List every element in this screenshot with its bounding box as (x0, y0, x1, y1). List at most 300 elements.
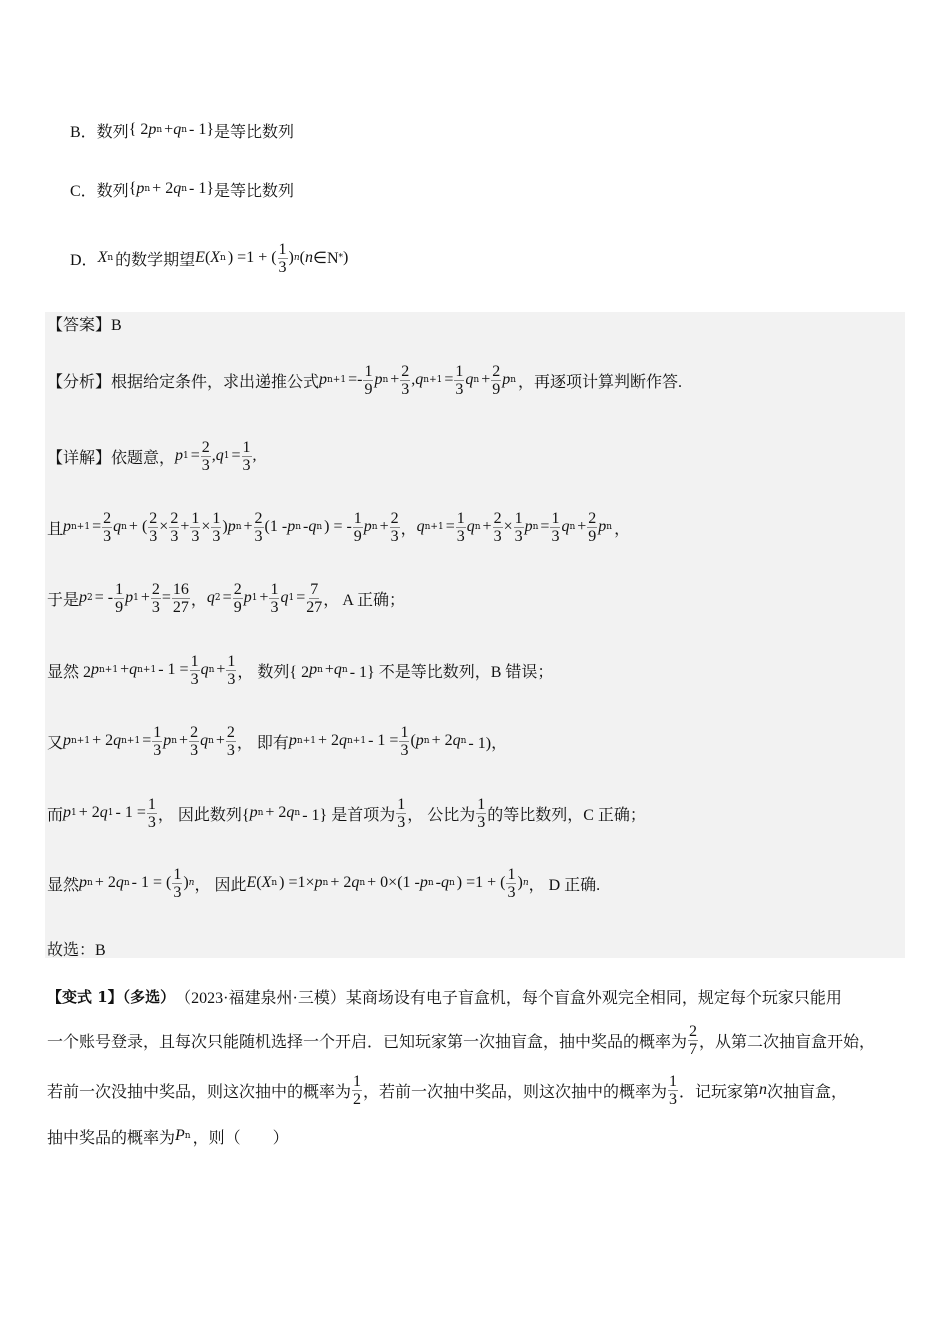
text-run: 显然 (47, 876, 80, 894)
fraction (306, 581, 322, 616)
solution-line (47, 863, 600, 903)
fraction (148, 510, 158, 545)
math-variable: q (286, 804, 295, 821)
text-run: ) (517, 874, 523, 891)
fraction-denominator: 3 (149, 527, 158, 545)
text-run: + 2 (78, 804, 100, 821)
math-variable: p (175, 447, 184, 464)
fraction-numerator: 2 (149, 509, 158, 527)
math-variable: q (465, 371, 474, 388)
math-variable: E (246, 874, 257, 891)
math-variable: E (195, 249, 205, 266)
fraction (668, 1073, 678, 1108)
subscript: n (532, 522, 539, 532)
fraction-denominator: 3 (170, 527, 179, 545)
fraction (396, 796, 406, 831)
subscript: n+1 (424, 522, 444, 532)
subscript: n (322, 878, 329, 888)
fraction-numerator: 1 (212, 509, 221, 527)
text-run: = (92, 518, 102, 535)
fraction-denominator: 9 (492, 380, 501, 398)
text-run: B．数列 (70, 123, 129, 141)
fraction-denominator: 3 (227, 670, 236, 688)
fraction-numerator: 1 (190, 652, 199, 670)
text-run: ) (222, 518, 228, 535)
solution-line (47, 303, 122, 343)
text-run: ，则（ ） (192, 1129, 289, 1147)
superscript: n (188, 878, 195, 888)
option-line (70, 238, 348, 278)
fraction-numerator: 1 (278, 240, 287, 258)
text-run: 【详解】依题意， (47, 449, 176, 467)
fraction (226, 724, 236, 759)
subscript: n (257, 808, 264, 818)
math-variable: p (243, 589, 252, 606)
text-run: ， 即有 (236, 734, 289, 752)
subscript: n (317, 665, 323, 675)
subscript: 1 (288, 593, 295, 603)
fraction-denominator: 3 (551, 527, 560, 545)
text-run: = (161, 589, 171, 606)
subscript: n (569, 522, 576, 532)
text-run: - 1)， (468, 734, 508, 752)
text-run: + 2 (330, 874, 352, 891)
math-variable: n (305, 249, 313, 266)
subscript: n (181, 125, 187, 135)
fraction (172, 581, 190, 616)
text-run: 的等比数列，C 正确； (487, 806, 646, 824)
text-run: D． (70, 251, 98, 269)
math-variable: p (91, 661, 100, 678)
subscript: n (316, 522, 323, 532)
math-variable: p (309, 661, 318, 678)
fraction (147, 796, 157, 831)
fraction (114, 581, 124, 616)
question-line (47, 976, 842, 1016)
subscript: n (208, 665, 215, 675)
math-variable: q (351, 874, 360, 891)
superscript: n (522, 878, 529, 888)
fraction-numerator: 1 (455, 362, 464, 380)
fraction-numerator: 7 (310, 580, 319, 598)
text-run: 显然 2 (47, 663, 92, 681)
subscript: n+1 (71, 736, 91, 746)
solution-line (47, 436, 257, 476)
fraction (233, 581, 243, 616)
text-run: - 1} (189, 180, 215, 197)
fraction (172, 866, 182, 901)
fraction-numerator: 1 (551, 509, 560, 527)
text-run: = (445, 518, 455, 535)
fraction (390, 510, 400, 545)
fraction-denominator: 3 (493, 527, 502, 545)
fraction (278, 241, 288, 276)
math-variable: q (115, 874, 124, 891)
fraction-numerator: 2 (588, 509, 597, 527)
text-run: + ( (128, 518, 148, 535)
fraction (476, 796, 486, 831)
subscript: n+1 (121, 736, 141, 746)
subscript: n+1 (137, 665, 157, 675)
text-run: ( (256, 874, 262, 891)
fraction (493, 510, 503, 545)
fraction-denominator: 3 (507, 883, 516, 901)
text-run: 于是 (47, 591, 80, 609)
fraction (169, 510, 179, 545)
fraction-numerator: 2 (689, 1022, 698, 1040)
text-run: ，从第二次抽盲盒开始， (699, 1033, 876, 1051)
fraction-denominator: 3 (201, 456, 210, 474)
subscript: n (359, 878, 366, 888)
fraction-denominator: 3 (254, 527, 263, 545)
fraction-numerator: 1 (353, 509, 362, 527)
math-variable: q (561, 518, 570, 535)
math-variable: q (173, 180, 182, 197)
subscript: 1 (107, 808, 114, 818)
text-run: 是等比数列 (214, 123, 295, 141)
fraction-numerator: 2 (170, 509, 179, 527)
text-run: - (435, 874, 441, 891)
math-variable: n (759, 1081, 768, 1098)
math-variable: q (466, 518, 475, 535)
text-run: { 2 (128, 121, 149, 138)
text-run: ，若前一次抽中奖品，则这次抽中的概率为 (363, 1083, 668, 1101)
text-run: - 1 = ( (131, 874, 172, 891)
fraction-denominator: 3 (226, 741, 235, 759)
text-run: ， (614, 520, 631, 538)
text-run: 若前一次没抽中奖品，则这次抽中的概率为 (47, 1083, 352, 1101)
fraction-numerator: 1 (353, 1072, 362, 1090)
math-variable: q (215, 447, 224, 464)
text-run: + (216, 661, 226, 678)
subscript: n (171, 736, 178, 746)
text-run: ，再逐项计算判断作答. (518, 373, 683, 391)
text-run: × (503, 518, 513, 535)
text-run: ．记玩家第 (679, 1083, 760, 1101)
fraction-denominator: 3 (190, 670, 199, 688)
math-variable: q (415, 371, 424, 388)
fraction-denominator: 3 (514, 527, 523, 545)
text-run: ) = - (324, 518, 352, 535)
text-run: + (140, 589, 150, 606)
superscript: n (293, 253, 300, 263)
text-run: ， A 正确； (323, 591, 406, 609)
text-run: + 2 (317, 732, 340, 749)
text-run: + (481, 371, 491, 388)
text-run: = (296, 589, 306, 606)
solution-line (47, 793, 646, 833)
fraction-denominator: 3 (153, 741, 162, 759)
solution-line (47, 721, 507, 761)
text-run: + (164, 121, 174, 138)
fraction-denominator: 3 (191, 527, 200, 545)
math-variable: p (288, 732, 297, 749)
text-run: ) (343, 249, 349, 266)
text-run: ( (204, 249, 211, 266)
fraction-numerator: 2 (190, 723, 199, 741)
subscript: n (184, 1131, 191, 1141)
fraction-numerator: 2 (201, 438, 210, 456)
subscript: n+1 (71, 522, 91, 532)
fraction (363, 363, 373, 398)
fraction-denominator: 27 (172, 598, 189, 616)
math-variable: p (524, 518, 533, 535)
fraction-numerator: 16 (172, 580, 189, 598)
solution-box (45, 312, 905, 958)
fraction-denominator: 9 (588, 527, 597, 545)
text-run: + (259, 589, 269, 606)
fraction-numerator: 1 (242, 438, 251, 456)
subscript: 2 (214, 593, 221, 603)
math-variable: p (419, 874, 428, 891)
text-run: - 1 = (115, 804, 146, 821)
fraction-denominator: 3 (400, 741, 409, 759)
fraction-numerator: 2 (390, 509, 399, 527)
solution-line (47, 650, 553, 690)
subscript: n (208, 736, 214, 746)
text-run: 抽中奖品的概率为 (47, 1129, 176, 1147)
fraction-numerator: 1 (270, 580, 279, 598)
text-run: = - (94, 589, 114, 606)
math-variable: X (210, 249, 221, 266)
fraction (550, 510, 560, 545)
fraction (190, 653, 200, 688)
subscript: n (427, 878, 434, 888)
fraction (352, 1073, 362, 1108)
math-variable: q (200, 732, 209, 749)
fraction-numerator: 1 (227, 652, 236, 670)
fraction (688, 1023, 698, 1058)
fraction-denominator: 3 (455, 380, 464, 398)
math-variable: q (99, 804, 108, 821)
text-run: C．数列 (70, 182, 129, 200)
subscript: n (156, 125, 163, 135)
fraction-denominator: 3 (270, 598, 279, 616)
subscript: n+1 (99, 665, 119, 675)
math-variable: p (125, 589, 134, 606)
subscript: n (606, 522, 613, 532)
subscript: n+1 (327, 375, 347, 385)
fraction (201, 439, 211, 474)
math-variable: p (319, 371, 328, 388)
fraction (454, 363, 464, 398)
text-run: + 2 (152, 180, 174, 197)
text-run: ， D 正确. (528, 876, 601, 894)
text-run: = (231, 447, 241, 464)
fraction-denominator: 9 (353, 527, 362, 545)
fraction-denominator: 3 (456, 527, 465, 545)
text-run: 又 (47, 734, 64, 752)
text-run: ， 因此 (194, 876, 247, 894)
fraction (456, 510, 466, 545)
math-variable: p (79, 874, 88, 891)
text-run: =- (348, 371, 363, 388)
subscript: n (473, 375, 480, 385)
fraction-numerator: 2 (103, 509, 112, 527)
fraction-denominator: 3 (397, 813, 406, 831)
fraction-denominator: 3 (147, 813, 156, 831)
text-run: ) =1 + ( (456, 874, 506, 891)
subscript: n (474, 522, 481, 532)
text-run: 是等比数列 (214, 182, 295, 200)
text-run: + (243, 518, 253, 535)
subscript: n (341, 665, 348, 675)
fraction-numerator: 1 (456, 509, 465, 527)
math-variable: p (249, 804, 258, 821)
math-variable: q (113, 732, 122, 749)
fraction-numerator: 1 (507, 865, 516, 883)
text-run: 一个账号登录，且每次只能随机选择一个开启．已知玩家第一次抽盲盒，抽中奖品的概率为 (47, 1033, 688, 1051)
text-run: ， (190, 591, 207, 609)
math-variable: p (502, 371, 511, 388)
text-run: + 2 (265, 804, 287, 821)
math-variable: p (287, 518, 296, 535)
fraction-numerator: 1 (153, 723, 162, 741)
label-bold: 【变式 1】（多选） (47, 987, 176, 1006)
subscript: n (510, 375, 517, 385)
subscript: n (448, 878, 455, 888)
fraction-numerator: 2 (233, 580, 242, 598)
fraction (152, 724, 162, 759)
fraction (190, 510, 200, 545)
math-variable: p (363, 518, 372, 535)
math-variable: p (598, 518, 607, 535)
fraction (399, 724, 409, 759)
text-run: + (179, 732, 189, 749)
fraction (353, 510, 363, 545)
fraction-denominator: 3 (173, 883, 182, 901)
solution-line (47, 507, 630, 547)
subscript: 1 (71, 808, 77, 818)
fraction-denominator: 3 (477, 813, 486, 831)
text-run: + (577, 518, 587, 535)
fraction (226, 653, 236, 688)
text-run: ， 因此数列{ (157, 806, 250, 824)
math-variable: q (206, 589, 215, 606)
subscript: n (271, 878, 278, 888)
text-run: 【答案】B (47, 316, 122, 334)
question-line (47, 1116, 289, 1156)
math-variable: p (163, 732, 172, 749)
subscript: 2 (87, 593, 93, 603)
text-run: + (390, 371, 400, 388)
math-variable: q (440, 874, 449, 891)
subscript: 1 (251, 593, 258, 603)
subscript: n+1 (347, 736, 367, 746)
fraction-denominator: 2 (353, 1090, 362, 1108)
fraction-numerator: 1 (669, 1072, 678, 1090)
text-run: 次抽盲盒， (767, 1083, 848, 1101)
text-run: = (444, 371, 454, 388)
subscript: n (220, 253, 226, 263)
text-run: ， (400, 520, 417, 538)
question-line (47, 1020, 875, 1060)
math-variable: q (113, 518, 122, 535)
fraction (506, 866, 516, 901)
subscript: n (294, 808, 301, 818)
subscript: 1 (223, 451, 230, 461)
fraction-denominator: 3 (103, 527, 112, 545)
fraction-numerator: 1 (364, 362, 373, 380)
text-run: （2023·福建泉州·三模）某商场设有电子盲盒机，每个盲盒外观完全相同，规定每个玩家只能用 (175, 989, 842, 1007)
subscript: 1 (133, 593, 139, 603)
subscript: n (235, 522, 242, 532)
fraction-numerator: 2 (254, 509, 263, 527)
math-variable: q (333, 661, 342, 678)
option-line (70, 110, 294, 150)
text-run: ) =1× (279, 874, 315, 891)
math-variable: p (314, 874, 323, 891)
fraction (400, 363, 410, 398)
math-variable: p (136, 180, 145, 197)
fraction (254, 510, 264, 545)
text-run: - 1} 是首项为 (302, 806, 396, 824)
fraction-denominator: 3 (242, 456, 251, 474)
text-run: + 0×(1 - (367, 874, 420, 891)
fraction-numerator: 1 (191, 509, 200, 527)
fraction (514, 510, 524, 545)
subscript: n (144, 184, 151, 194)
math-variable: P (175, 1127, 185, 1144)
solution-line (47, 928, 106, 968)
text-run: ) (183, 874, 189, 891)
text-run: (1 - (264, 518, 288, 535)
text-run: + 2 (431, 732, 453, 749)
text-run: - 1} 不是等比数列，B 错误； (349, 663, 554, 681)
fraction-denominator: 3 (278, 258, 287, 276)
fraction-denominator: 3 (669, 1090, 678, 1108)
solution-line (47, 360, 682, 400)
fraction-denominator: 9 (364, 380, 373, 398)
fraction-denominator: 3 (212, 527, 221, 545)
text-run: + (180, 518, 190, 535)
math-variable: p (415, 732, 424, 749)
math-variable: q (280, 589, 289, 606)
text-run: - 1 = (158, 661, 189, 678)
text-run: ) =1 + ( (227, 249, 277, 266)
fraction (151, 581, 161, 616)
math-variable: p (63, 518, 72, 535)
fraction-numerator: 1 (147, 795, 156, 813)
text-run: = (142, 732, 152, 749)
subscript: n (107, 253, 114, 263)
subscript: n (181, 184, 187, 194)
fraction-numerator: 1 (400, 723, 409, 741)
text-run: ) (288, 249, 294, 266)
math-variable: p (148, 121, 157, 138)
text-run: × (159, 518, 169, 535)
text-run: 的数学期望 (115, 251, 196, 269)
text-run: { (128, 180, 137, 197)
text-run: + (324, 661, 334, 678)
math-variable: p (63, 732, 72, 749)
solution-line (47, 578, 405, 618)
text-run: + 2 (92, 732, 114, 749)
text-run: - 1 = (368, 732, 399, 749)
text-run: ， 公比为 (407, 806, 476, 824)
fraction-numerator: 1 (397, 795, 406, 813)
text-run: + (379, 518, 389, 535)
question-line (47, 1070, 847, 1110)
fraction-denominator: 3 (390, 527, 399, 545)
math-variable: q (452, 732, 461, 749)
fraction-numerator: 1 (115, 580, 124, 598)
fraction-numerator: 2 (492, 362, 501, 380)
fraction (102, 510, 112, 545)
subscript: n (382, 375, 389, 385)
fraction-numerator: 2 (151, 580, 160, 598)
text-run: + (482, 518, 492, 535)
